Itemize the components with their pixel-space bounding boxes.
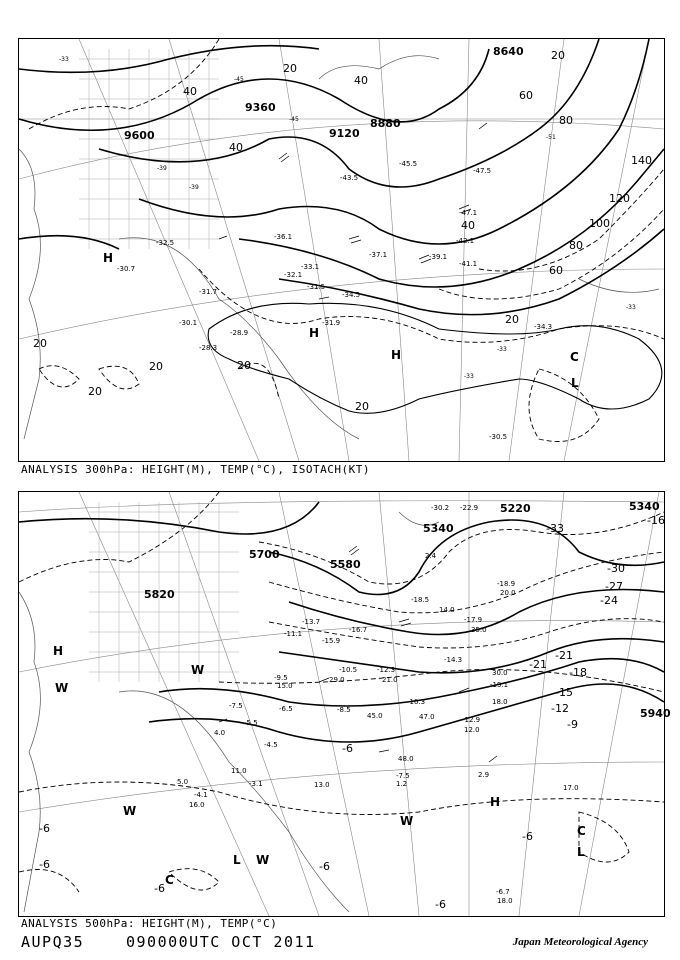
dewpoint-label: 5.0 (177, 778, 189, 786)
warm-center-label: W (191, 663, 205, 677)
dewpoint-label: 4.0 (214, 729, 226, 737)
isotherm-label: -12 (551, 702, 569, 715)
height-label: 8640 (493, 45, 524, 58)
height-label: 5820 (144, 588, 175, 601)
station-code: -51 (546, 134, 556, 141)
isotherm-label: -21 (555, 649, 573, 662)
isotherm-label: -6 (39, 858, 50, 871)
isotach-label: 20 (283, 62, 297, 75)
map-500hpa-caption: ANALYSIS 500hPa: HEIGHT(M), TEMP(°C) (21, 917, 278, 930)
height-label: 9600 (124, 129, 155, 142)
temp-label: -4.5 (264, 741, 278, 749)
temp-label: -6.7 (496, 888, 510, 896)
cold-center-label: C (570, 350, 579, 364)
graticule-300 (19, 39, 664, 461)
station-code: -45 (289, 116, 299, 123)
temp-label: -42.1 (456, 237, 475, 245)
temp-label: -14.3 (444, 656, 463, 664)
map-300hpa-panel (18, 38, 665, 462)
isotach-label: 40 (461, 219, 475, 232)
dewpoint-label: 47.0 (419, 713, 435, 721)
station-code: -33 (464, 373, 474, 380)
temp-label: -19.1 (490, 681, 509, 689)
temp-label: -30.1 (179, 319, 198, 327)
temp-label: -7.5 (396, 772, 410, 780)
low-center-label: L (233, 853, 241, 867)
dewpoint-label: 12.0 (464, 726, 480, 734)
isotherm-label: -6 (319, 860, 330, 873)
high-center-label: H (103, 251, 114, 265)
station-code: -39 (189, 184, 199, 191)
temp-label: -31.9 (322, 319, 341, 327)
chart-id: AUPQ35 (21, 933, 85, 951)
temp-label: -5.5 (244, 719, 258, 727)
isotach-label: 80 (559, 114, 573, 127)
temp-label: -9.5 (274, 674, 288, 682)
station-code: -45 (234, 76, 244, 83)
temp-label: -34.3 (534, 323, 553, 331)
cold-center-label: C (165, 873, 174, 887)
map-300hpa-caption: ANALYSIS 300hPa: HEIGHT(M), TEMP(°C), ISOTACH(KT) (21, 463, 371, 476)
dewpoint-label: 35.0 (471, 626, 487, 634)
isotach-label: 20 (505, 313, 519, 326)
isotach-labels-300 (33, 49, 652, 413)
high-center-label: H (309, 326, 320, 340)
temp-label: -8.5 (337, 706, 351, 714)
isotach-label: 40 (183, 85, 197, 98)
warm-center-label: W (55, 681, 69, 695)
low-center-label: L (577, 845, 585, 859)
isotach-label: 60 (519, 89, 533, 102)
high-center-label: H (53, 644, 64, 658)
isotherm-label: -6 (39, 822, 50, 835)
temp-label: -33.1 (301, 263, 320, 271)
height-label: 5940 (640, 707, 671, 720)
isotherm-label: -33 (546, 522, 564, 535)
isotach-label: 20 (33, 337, 47, 350)
temp-label: -30.7 (117, 265, 136, 273)
wind-barbs-300 (219, 123, 487, 299)
temp-label: -6.5 (279, 705, 293, 713)
temp-label: -37.1 (369, 251, 388, 259)
isotach-label: 20 (237, 359, 251, 372)
temp-label: -47.1 (459, 209, 478, 217)
temp-label: -30.5 (489, 433, 508, 441)
temp-label: -11.1 (284, 630, 303, 638)
dewpoint-label: 45.0 (367, 712, 383, 720)
dewpoint-label: 29.0 (329, 676, 345, 684)
dewpoint-label: 13.0 (314, 781, 330, 789)
dewpoint-label: 17.0 (563, 784, 579, 792)
isotherm-label: -18 (569, 666, 587, 679)
height-label: 9360 (245, 101, 276, 114)
dewpoint-label: 21.0 (382, 676, 398, 684)
dewpoint-label: 20.0 (500, 589, 516, 597)
temp-label: -3.1 (249, 780, 263, 788)
warm-center-label: W (123, 804, 137, 818)
dewpoint-label: 18.0 (492, 698, 508, 706)
dewpoint-label: 1.2 (396, 780, 408, 788)
height-label: 8880 (370, 117, 401, 130)
high-center-label: H (490, 795, 501, 809)
isotach-label: 100 (589, 217, 610, 230)
isotherm-label: -15 (555, 686, 573, 699)
isotach-label: 120 (609, 192, 630, 205)
temp-label: -32.5 (156, 239, 175, 247)
height-label: 5220 (500, 502, 531, 515)
dewpoint-label: 11.0 (231, 767, 247, 775)
isotach-label: 20 (149, 360, 163, 373)
isotherm-label: -30 (607, 562, 625, 575)
height-label: 5700 (249, 548, 280, 561)
dewpoint-label: 16.0 (189, 801, 205, 809)
temp-label: -32.1 (284, 271, 303, 279)
dewpoint-label: 2.9 (478, 771, 490, 779)
dewpoint-label: 14.0 (439, 606, 455, 614)
agency-name: Japan Meteorological Agency (512, 936, 648, 948)
isotach-label: 20 (88, 385, 102, 398)
high-center-label: H (391, 348, 402, 362)
temp-label: -47.5 (473, 167, 492, 175)
dewpoint-label: 30.0 (492, 669, 508, 677)
temp-label: -31.5 (307, 283, 326, 291)
temperature-labels-300 (117, 160, 552, 441)
isotherm-labels-500 (39, 514, 665, 911)
isotherm-label: -9 (567, 718, 578, 731)
isotherm-label: -21 (529, 658, 547, 671)
temp-label: -12.9 (462, 716, 481, 724)
temp-label: -13.7 (302, 618, 321, 626)
temp-label: -43.5 (340, 174, 359, 182)
temp-label: -30.2 (431, 504, 450, 512)
isotach-label: 40 (229, 141, 243, 154)
temp-label: -18.9 (497, 580, 516, 588)
warm-center-label: W (256, 853, 270, 867)
isotherm-label: -27 (605, 580, 623, 593)
temp-label: -16.7 (349, 626, 368, 634)
dewpoint-label: 15.0 (277, 682, 293, 690)
temp-label: -34.5 (342, 291, 361, 299)
height-label: 5340 (629, 500, 660, 513)
map-300hpa-canvas (19, 39, 664, 461)
temp-label: -45.5 (399, 160, 418, 168)
isotach-label: 60 (549, 264, 563, 277)
isotach-label: 80 (569, 239, 583, 252)
temp-label: -4.1 (194, 791, 208, 799)
dewpoint-label: 2.4 (425, 552, 437, 560)
height-label: 5580 (330, 558, 361, 571)
height-label: 9120 (329, 127, 360, 140)
map-500hpa-panel (18, 491, 671, 917)
temp-label: -39.1 (429, 253, 448, 261)
isotach-label: 20 (551, 49, 565, 62)
isotach-label: 140 (631, 154, 652, 167)
temp-label: -28.3 (199, 344, 218, 352)
station-code: -33 (497, 346, 507, 353)
temp-label: -18.5 (411, 596, 430, 604)
isotach-label: 40 (354, 74, 368, 87)
map-500hpa-canvas (19, 492, 671, 916)
temp-label: -15.9 (322, 637, 341, 645)
temp-label: -17.9 (464, 616, 483, 624)
temp-label: -7.5 (229, 702, 243, 710)
station-code: -33 (59, 56, 69, 63)
temp-label: -28.9 (230, 329, 249, 337)
low-center-label: L (571, 376, 579, 390)
dewpoint-label: 18.0 (497, 897, 513, 905)
temp-label: -36.1 (274, 233, 293, 241)
isotherm-label: -24 (600, 594, 618, 607)
temp-label: -10.3 (407, 698, 426, 706)
wind-barbs-500 (219, 546, 497, 762)
temp-label: -41.1 (459, 260, 478, 268)
isotherm-label: -6 (522, 830, 533, 843)
valid-time: 090000UTC OCT 2011 (126, 933, 316, 951)
dewpoint-label: 48.0 (398, 755, 414, 763)
height-label: 5340 (423, 522, 454, 535)
station-code: -33 (626, 304, 636, 311)
isotherm-label: -6 (154, 882, 165, 895)
temp-label: -10.5 (339, 666, 358, 674)
isotherm-label: -6 (435, 898, 446, 911)
temp-label: -12.3 (377, 666, 396, 674)
temp-label: -31.7 (199, 288, 218, 296)
cold-center-label: C (577, 824, 586, 838)
temp-label: -22.9 (460, 504, 479, 512)
station-code: -39 (157, 165, 167, 172)
isotherm-label: -16 (647, 514, 665, 527)
isotach-label: 20 (355, 400, 369, 413)
warm-center-label: W (400, 814, 414, 828)
isotherm-label: -6 (342, 742, 353, 755)
isotach-closed-300 (208, 303, 662, 413)
